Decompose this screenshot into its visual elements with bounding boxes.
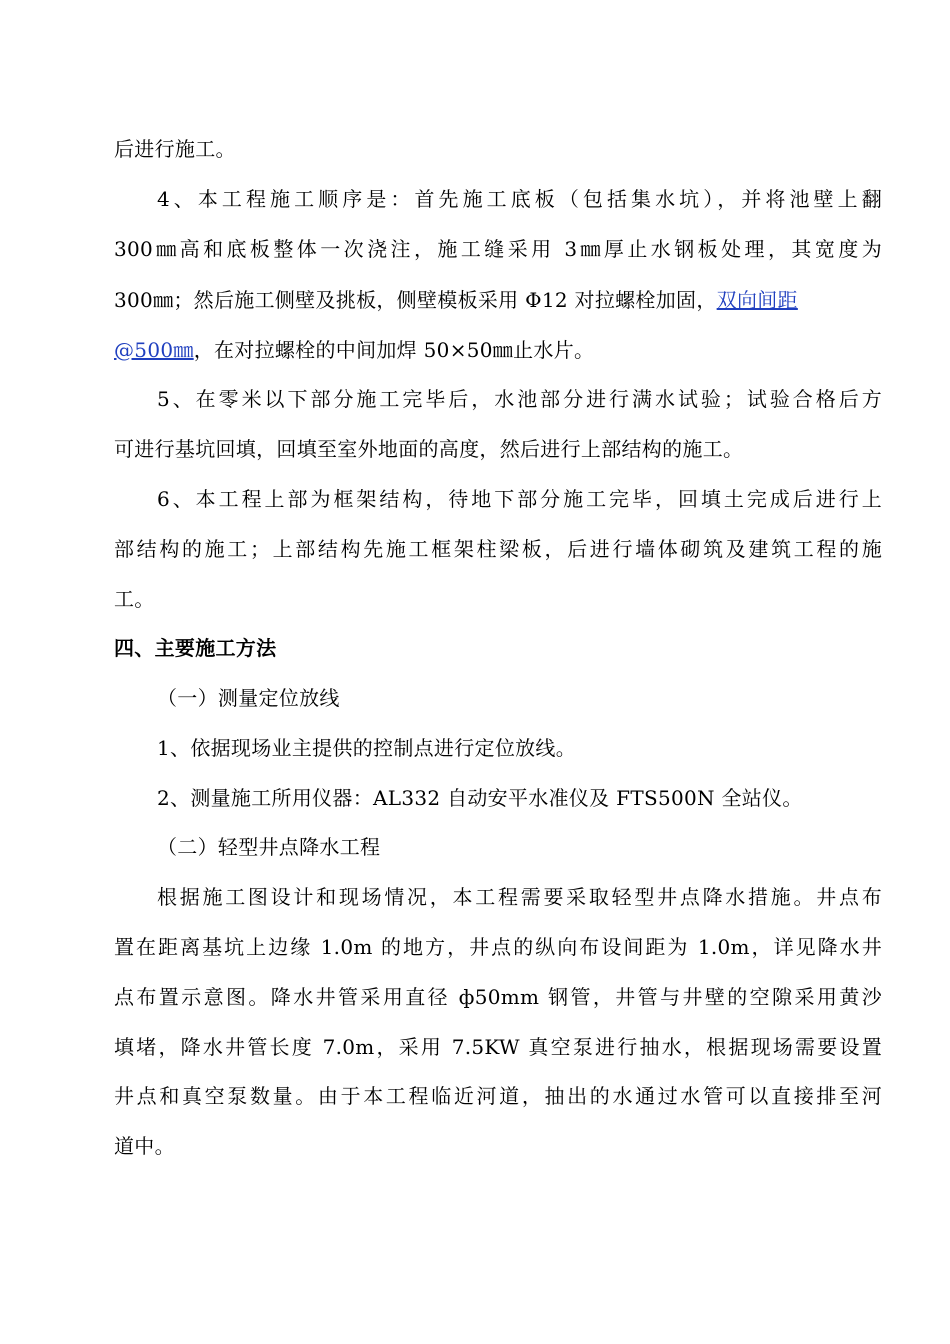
paragraph-line — [114, 287, 798, 313]
section-heading: 四、主要施工方法 — [114, 636, 277, 660]
paragraph-line: 6、本工程上部为框架结构，待地下部分施工完毕，回填土完成后进行上 — [157, 487, 882, 511]
paragraph-line: 置在距离基坑上边缘 1.0m 的地方，井点的纵向布设间距为 1.0m，详见降水井 — [114, 935, 882, 959]
paragraph-line: 道中。 — [114, 1134, 175, 1158]
paragraph-line: 300㎜高和底板整体一次浇注，施工缝采用 3㎜厚止水钢板处理，其宽度为 — [114, 237, 882, 261]
paragraph-line: 点布置示意图。降水井管采用直径 ф50mm 钢管，井管与井壁的空隙采用黄沙 — [114, 985, 882, 1009]
paragraph-line: 部结构的施工；上部结构先施工框架柱梁板，后进行墙体砌筑及建筑工程的施 — [114, 537, 882, 561]
paragraph-text: 300㎜；然后施工侧壁及挑板，侧壁模板采用 Φ12 对拉螺栓加固， — [114, 288, 717, 312]
subsection-heading: （一）测量定位放线 — [157, 686, 340, 710]
paragraph-line: 4、本工程施工顺序是：首先施工底板（包括集水坑），并将池壁上翻 — [157, 187, 882, 211]
paragraph-line: 后进行施工。 — [114, 137, 236, 161]
paragraph-line: 填堵，降水井管长度 7.0m，采用 7.5KW 真空泵进行抽水，根据现场需要设置 — [114, 1035, 882, 1059]
paragraph-line: 可进行基坑回填，回填至室外地面的高度，然后进行上部结构的施工。 — [114, 437, 744, 461]
paragraph-line: 工。 — [114, 587, 155, 611]
paragraph-line: 井点和真空泵数量。由于本工程临近河道，抽出的水通过水管可以直接排至河 — [114, 1084, 882, 1108]
paragraph-text: ，在对拉螺栓的中间加焊 50×50㎜止水片。 — [193, 338, 595, 362]
list-item: 2、测量施工所用仪器：AL332 自动安平水准仪及 FTS500N 全站仪。 — [157, 786, 803, 810]
spacing-link[interactable]: 双向间距 — [716, 288, 798, 312]
spacing-link-continued[interactable]: @500㎜ — [114, 338, 194, 362]
list-item: 1、依据现场业主提供的控制点进行定位放线。 — [157, 736, 577, 760]
subsection-heading: （二）轻型井点降水工程 — [157, 835, 381, 859]
paragraph-line: 5、在零米以下部分施工完毕后，水池部分进行满水试验；试验合格后方 — [157, 387, 882, 411]
paragraph-line: 根据施工图设计和现场情况，本工程需要采取轻型井点降水措施。井点布 — [157, 885, 882, 909]
paragraph-line — [114, 337, 594, 363]
